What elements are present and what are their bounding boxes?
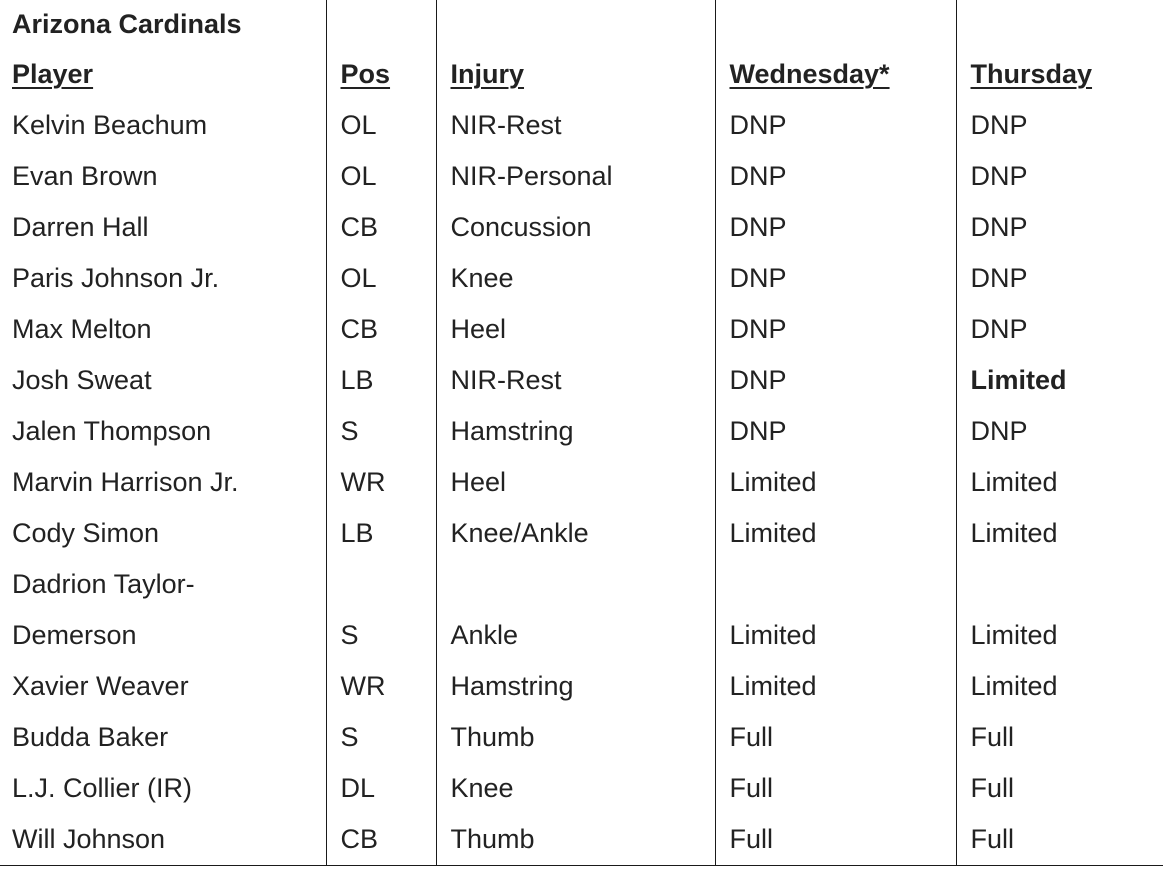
wednesday-status: DNP: [715, 406, 956, 457]
player-injury: Heel: [436, 304, 715, 355]
wednesday-status: DNP: [715, 100, 956, 151]
table-row: [0, 151, 1163, 202]
header-injury: Injury: [436, 49, 715, 100]
player-pos: DL: [326, 763, 436, 814]
thursday-status: DNP: [956, 202, 1163, 253]
thursday-status: DNP: [956, 304, 1163, 355]
player-pos: CB: [326, 202, 436, 253]
player-pos: S: [326, 406, 436, 457]
table-row: [0, 253, 1163, 304]
player-name: Marvin Harrison Jr.: [0, 457, 326, 508]
player-injury: Knee: [436, 763, 715, 814]
thursday-status: Limited: [956, 559, 1163, 661]
player-name: [0, 559, 326, 661]
thursday-status: DNP: [956, 253, 1163, 304]
player-pos: S: [326, 559, 436, 661]
empty-cell: [326, 0, 436, 49]
thursday-status: Limited: [956, 508, 1163, 559]
player-pos: WR: [326, 457, 436, 508]
team-name: Arizona Cardinals: [0, 0, 326, 49]
player-name-line: Dadrion Taylor-: [12, 569, 195, 599]
player-name: Paris Johnson Jr.: [0, 253, 326, 304]
header-player: Player: [0, 49, 326, 100]
wednesday-status: Full: [715, 712, 956, 763]
table-row: [0, 406, 1163, 457]
team-title-row: [0, 0, 1163, 49]
thursday-status: DNP: [956, 406, 1163, 457]
player-name: Kelvin Beachum: [0, 100, 326, 151]
table-row: [0, 559, 1163, 661]
player-injury: Thumb: [436, 814, 715, 866]
player-pos: S: [326, 712, 436, 763]
player-injury: NIR-Personal: [436, 151, 715, 202]
wednesday-status: DNP: [715, 355, 956, 406]
player-injury: NIR-Rest: [436, 355, 715, 406]
player-injury: NIR-Rest: [436, 100, 715, 151]
player-injury: Knee/Ankle: [436, 508, 715, 559]
player-name: L.J. Collier (IR): [0, 763, 326, 814]
thursday-status: Limited: [956, 661, 1163, 712]
wednesday-status: Limited: [715, 457, 956, 508]
table-row: [0, 202, 1163, 253]
empty-cell: [715, 0, 956, 49]
header-pos: Pos: [326, 49, 436, 100]
player-name-line: Demerson: [12, 620, 137, 650]
player-name: Xavier Weaver: [0, 661, 326, 712]
player-pos: LB: [326, 508, 436, 559]
header-row: [0, 49, 1163, 100]
table-row: [0, 763, 1163, 814]
thursday-status: Full: [956, 763, 1163, 814]
table-row: [0, 100, 1163, 151]
player-name: Jalen Thompson: [0, 406, 326, 457]
player-name: Budda Baker: [0, 712, 326, 763]
header-thursday: Thursday: [956, 49, 1163, 100]
thursday-status: DNP: [956, 100, 1163, 151]
player-injury: Knee: [436, 253, 715, 304]
player-injury: Concussion: [436, 202, 715, 253]
wednesday-status: DNP: [715, 253, 956, 304]
table-row: [0, 508, 1163, 559]
header-wednesday: Wednesday*: [715, 49, 956, 100]
player-pos: OL: [326, 253, 436, 304]
player-injury: Ankle: [436, 559, 715, 661]
wednesday-status: DNP: [715, 151, 956, 202]
player-name: Josh Sweat: [0, 355, 326, 406]
player-name: Max Melton: [0, 304, 326, 355]
player-name: Will Johnson: [0, 814, 326, 866]
player-pos: CB: [326, 814, 436, 866]
empty-cell: [436, 0, 715, 49]
player-name: Evan Brown: [0, 151, 326, 202]
player-name: Darren Hall: [0, 202, 326, 253]
thursday-status: Limited: [956, 355, 1163, 406]
wednesday-status: Limited: [715, 559, 956, 661]
table-row: [0, 355, 1163, 406]
thursday-status: Full: [956, 712, 1163, 763]
wednesday-status: Full: [715, 763, 956, 814]
thursday-status: DNP: [956, 151, 1163, 202]
player-injury: Hamstring: [436, 661, 715, 712]
player-pos: WR: [326, 661, 436, 712]
wednesday-status: Limited: [715, 508, 956, 559]
thursday-status: Limited: [956, 457, 1163, 508]
wednesday-status: Limited: [715, 661, 956, 712]
player-pos: OL: [326, 151, 436, 202]
wednesday-status: DNP: [715, 304, 956, 355]
table-row: [0, 814, 1163, 866]
table-row: [0, 304, 1163, 355]
player-injury: Hamstring: [436, 406, 715, 457]
player-pos: LB: [326, 355, 436, 406]
player-pos: CB: [326, 304, 436, 355]
empty-cell: [956, 0, 1163, 49]
table-row: [0, 661, 1163, 712]
player-name: Cody Simon: [0, 508, 326, 559]
table-row: [0, 712, 1163, 763]
wednesday-status: DNP: [715, 202, 956, 253]
table-row: [0, 457, 1163, 508]
player-injury: Heel: [436, 457, 715, 508]
player-pos: OL: [326, 100, 436, 151]
player-injury: Thumb: [436, 712, 715, 763]
wednesday-status: Full: [715, 814, 956, 866]
thursday-status: Full: [956, 814, 1163, 866]
